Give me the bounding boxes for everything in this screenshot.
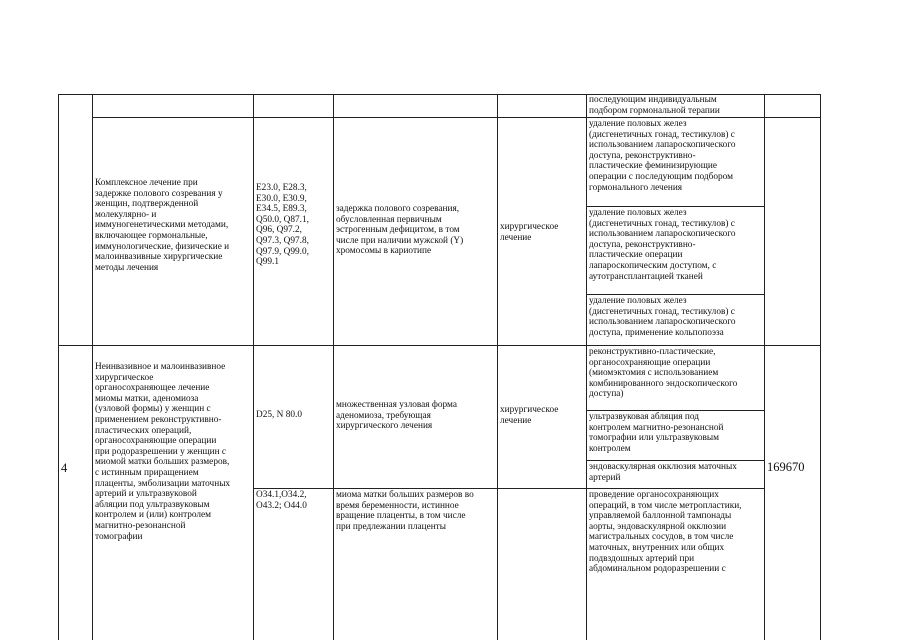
- method-cell: удаление половых желез (дисгенетичных гонад, тестикулов) с использованием лапароскопического доступа, реконструктивно- пластические операции лапароскопическим доступом, с аутотрансплантацией тканей: [589, 208, 736, 282]
- col-border: [58, 94, 59, 640]
- method-cell: удаление половых желез (дисгенетичных гонад, тестикулов) с использованием лапароскопического доступа, применение кольпопоэза: [589, 296, 736, 338]
- care-type-name: Неинвазивное и малоинвазивное хирургическое органосохраняющее лечение миомы матки, аденомиоза (узловой формы) у женщин с применением реконструктивно- пластических операций, органосохраняющие операции при родоразрешении у женщин с миомой матки больших размеров, с истинным приращением плаценты, эмболизации маточных артерий и ультразвуковой абляции под ультразвуковым контролем и (или) контролем магнитно-резонансной томографии: [95, 362, 231, 542]
- method-cell: удаление половых желез (дисгенетичных гонад, тестикулов) с использованием лапароскопического доступа, реконструктивно- пластические феминизирующие операции с последующим подбором гормонального лечения: [589, 119, 736, 193]
- op-divider: [586, 460, 764, 461]
- patient-model: миома матки больших размеров во время беременности, истинное вращение плаценты, в том числе при предлежании плаценты: [336, 490, 474, 532]
- col-border: [497, 94, 498, 640]
- row-divider: [58, 345, 821, 346]
- icd-codes: O34.1,O34.2, O43.2; O44.0: [256, 490, 307, 511]
- method-cell: ультразвуковая абляция под контролем магнитно-резонансной томографии или ультразвуковым контролем: [589, 412, 724, 454]
- cost-norm: 169670: [767, 460, 805, 474]
- row-number: 4: [61, 461, 68, 475]
- method-cell: последующим индивидуальным подбором гормональной терапии: [589, 95, 720, 116]
- col-border: [764, 94, 765, 640]
- op-divider: [586, 206, 764, 207]
- treatment-type: хирургическое лечение: [500, 405, 559, 426]
- op-divider: [586, 410, 764, 411]
- op-divider: [586, 294, 764, 295]
- patient-model: задержка полового созревания, обусловленная первичным эстрогенным дефицитом, в том числе при наличии мужской (Y) хромосомы в кариотипе: [336, 204, 464, 257]
- icd-codes: E23.0, E28.3, E30.0, E30.9, E34.5, E89.3, Q50.0, Q87.1, Q96, Q97.2, Q97.3, Q97.8, Q97.9, Q99.0, Q99.1: [256, 183, 309, 268]
- col-border: [586, 94, 587, 640]
- patient-model: множественная узловая форма аденомиоза, требующая хирургического лечения: [336, 400, 457, 432]
- method-cell: эндоваскулярная окклюзия маточных артерий: [589, 462, 737, 483]
- col-border: [820, 94, 821, 640]
- treatment-type: хирургическое лечение: [500, 222, 559, 243]
- subrow-divider: [253, 488, 764, 489]
- col-border: [253, 94, 254, 640]
- col-border: [333, 94, 334, 640]
- icd-codes: D25, N 80.0: [256, 410, 302, 420]
- method-cell: реконструктивно-пластические, органосохраняющие операции (миомэктомия с использованием комбинированного эндоскопического доступа): [589, 347, 738, 400]
- method-cell: проведение органосохраняющих операций, в том числе метропластики, управляемой баллонной тампонады аорты, эндоваскулярной окклюзии магистральных сосудов, в том числе маточных, внутренних или общих подвздошных артерий при абдоминальном родоразрешении с: [589, 490, 742, 575]
- col-border: [92, 94, 93, 640]
- row-divider: [92, 117, 821, 118]
- care-type-name: Комплексное лечение при задержке полового созревания у женщин, подтвержденной молекулярно- и иммуногенетическими методами, включающее гормональные, иммунологические, физические и малоинвазивные хирургические методы лечения: [95, 178, 230, 273]
